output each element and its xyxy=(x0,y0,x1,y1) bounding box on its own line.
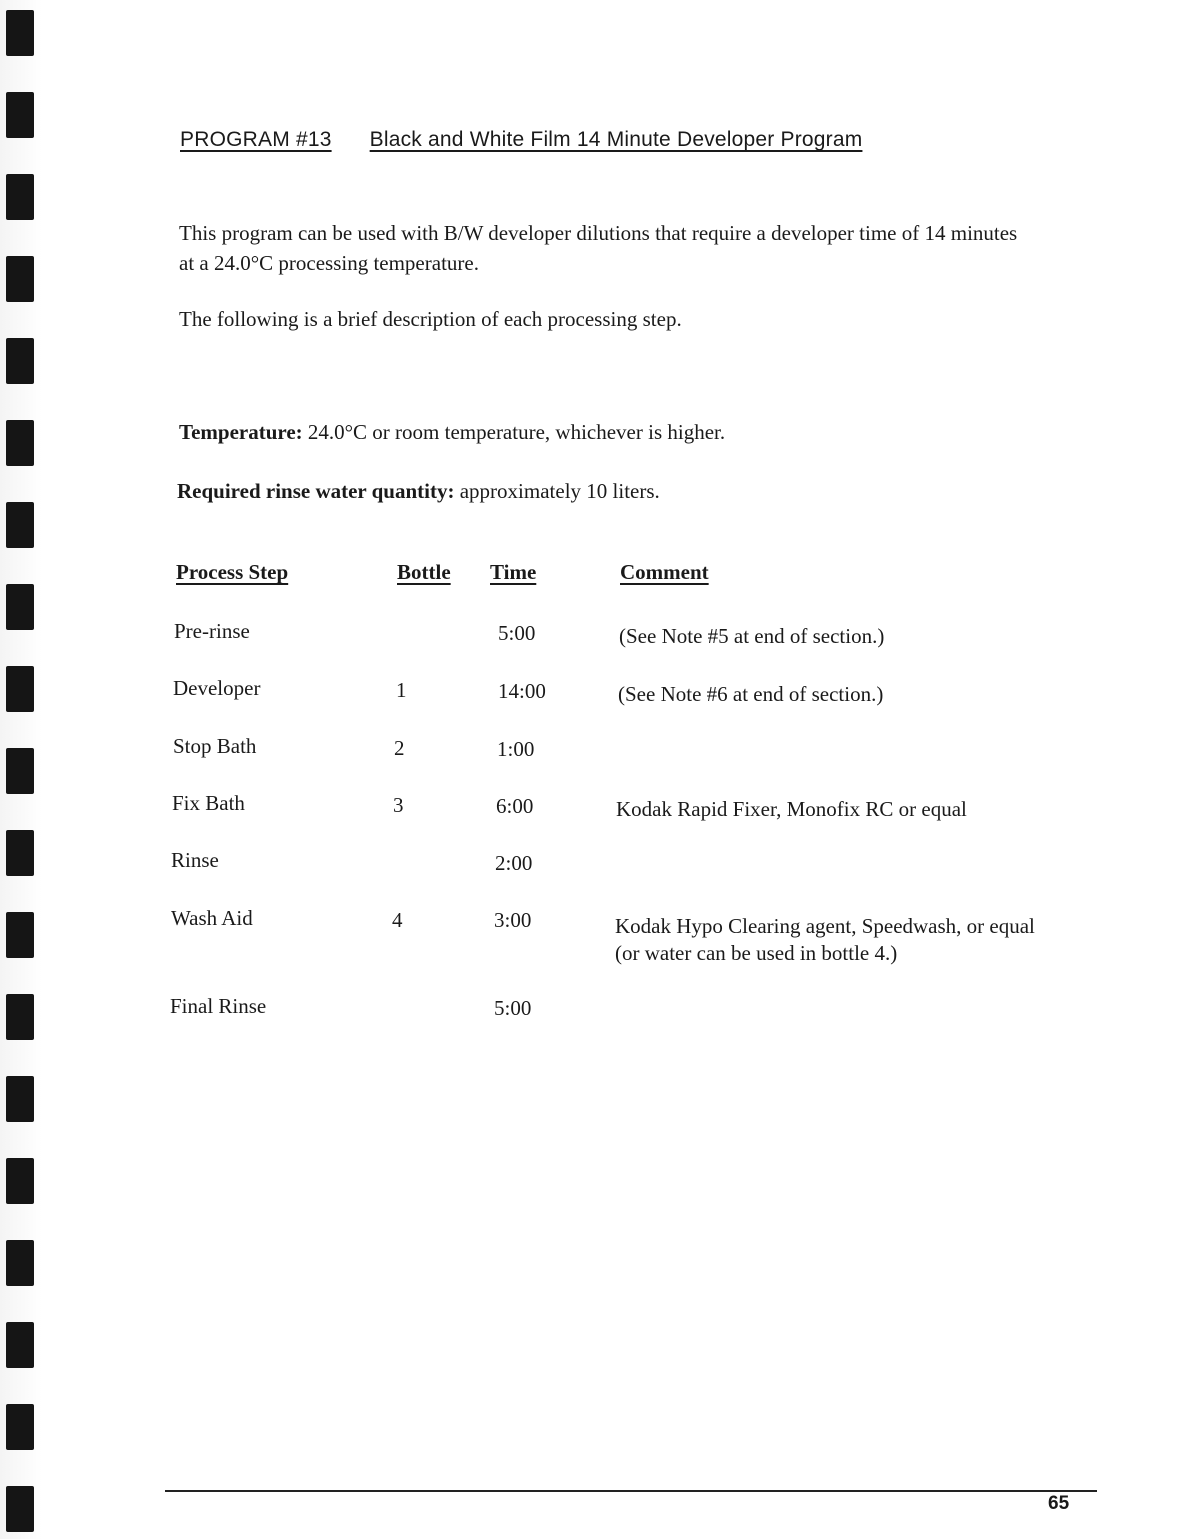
binding-hole xyxy=(6,174,34,220)
temperature-label: Temperature: xyxy=(179,420,303,444)
step-time: 3:00 xyxy=(494,908,532,932)
rinse-water-line xyxy=(177,476,660,506)
program-title: Black and White Film 14 Minute Developer Program xyxy=(369,128,863,151)
binding-hole xyxy=(6,256,34,302)
step-time: 14:00 xyxy=(498,679,546,703)
footer-divider xyxy=(165,1490,1097,1492)
binding-hole xyxy=(6,502,34,548)
binding-hole xyxy=(6,1240,34,1286)
step-time: 5:00 xyxy=(498,621,536,645)
binding-hole xyxy=(6,1322,34,1368)
step-time: 2:00 xyxy=(495,851,533,875)
rinse-water-label: Required rinse water quantity: xyxy=(177,479,455,503)
step-time: 6:00 xyxy=(496,794,534,818)
binding-hole xyxy=(6,584,34,630)
binding-hole xyxy=(6,748,34,794)
binding-hole xyxy=(6,912,34,958)
bottle-number: 1 xyxy=(396,678,407,702)
page-number: 65 xyxy=(1048,1493,1070,1514)
step-name: Pre-rinse xyxy=(174,619,250,643)
step-comment-continued: (or water can be used in bottle 4.) xyxy=(615,941,898,965)
header-comment: Comment xyxy=(620,560,709,584)
binding-hole xyxy=(6,830,34,876)
binding-hole xyxy=(6,1404,34,1450)
intro-line: The following is a brief description of each processing step. xyxy=(179,307,682,331)
page-heading xyxy=(180,128,862,152)
binding-hole xyxy=(6,10,34,56)
step-name: Fix Bath xyxy=(172,791,245,815)
binding-hole xyxy=(6,994,34,1040)
binding-hole xyxy=(6,420,34,466)
step-comment: (See Note #6 at end of section.) xyxy=(618,682,884,706)
step-time: 1:00 xyxy=(497,737,535,761)
header-process-step: Process Step xyxy=(176,560,289,584)
step-time: 5:00 xyxy=(494,996,532,1020)
step-name: Wash Aid xyxy=(171,906,253,930)
rinse-water-value: approximately 10 liters. xyxy=(454,479,660,503)
temperature-line xyxy=(179,417,725,447)
binding-hole xyxy=(6,666,34,712)
intro-line: at a 24.0°C processing temperature. xyxy=(179,251,479,275)
header-bottle: Bottle xyxy=(397,560,451,584)
binding-hole xyxy=(6,338,34,384)
bottle-number: 3 xyxy=(393,793,404,817)
bottle-number: 2 xyxy=(394,736,405,760)
header-time: Time xyxy=(490,560,537,584)
program-number: PROGRAM #13 xyxy=(180,128,332,151)
step-comment: (See Note #5 at end of section.) xyxy=(619,624,885,648)
step-comment: Kodak Rapid Fixer, Monofix RC or equal xyxy=(616,797,967,821)
spiral-binding xyxy=(0,0,42,1539)
step-name: Stop Bath xyxy=(173,734,257,758)
temperature-value: 24.0°C or room temperature, whichever is higher. xyxy=(302,420,726,444)
binding-hole xyxy=(6,1486,34,1532)
intro-line: This program can be used with B/W developer dilutions that require a developer time of 14 minutes xyxy=(179,221,1018,245)
bottle-number: 4 xyxy=(392,908,403,932)
step-name: Final Rinse xyxy=(170,994,267,1018)
binding-hole xyxy=(6,92,34,138)
binding-hole xyxy=(6,1158,34,1204)
step-name: Developer xyxy=(173,676,261,700)
step-comment: Kodak Hypo Clearing agent, Speedwash, or equal xyxy=(615,914,1035,938)
step-name: Rinse xyxy=(171,848,219,872)
binding-hole xyxy=(6,1076,34,1122)
